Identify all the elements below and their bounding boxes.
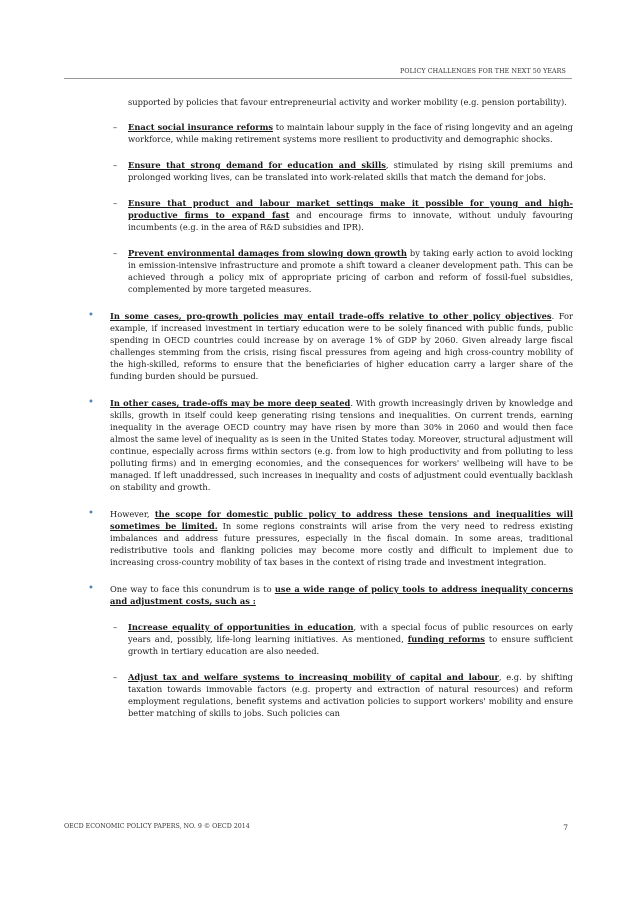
sub-item-lead: Ensure that product and labour market settings make it possible for young and high-productive firms to expand fast	[128, 198, 573, 220]
dash-marker: –	[113, 672, 118, 682]
bullet-policy-tools	[88, 583, 573, 607]
bullet-prefix: However,	[110, 509, 155, 519]
sub-item-emphasis: funding reforms	[407, 634, 485, 644]
footer-text: OECD ECONOMIC POLICY PAPERS, NO. 9 © OECD 2014	[64, 823, 250, 830]
sub-item-body: by taking early action to avoid locking in emission-intensive infrastructure and promote a shift toward a cleaner development path. This can be achieved through a policy mix of appropriate pricing of carbon and reform of fossil-fuel subsidies, complemented by more targeted measures.	[128, 248, 573, 294]
bullet-lead: In some cases, pro-growth policies may entail trade-offs relative to other policy objectives	[110, 311, 552, 321]
dash-marker: –	[113, 122, 118, 132]
bullet-text	[110, 310, 573, 382]
sub-item-lead: Adjust tax and welfare systems to increasing mobility of capital and labour	[128, 672, 499, 682]
bullet-lead: In other cases, trade-offs may be more deep seated	[110, 398, 351, 408]
bullet-deep-seated	[88, 397, 573, 493]
bullet-trade-offs	[88, 310, 573, 382]
page-footer	[64, 823, 568, 830]
sub-item-education-skills	[113, 159, 573, 183]
sub-item-text	[128, 247, 573, 295]
bullet-marker: •	[88, 583, 94, 594]
bullet-body: . For example, if increased investment in tertiary education were to be solely financed with public funds, public spending in OECD countries could increase by on average 1% of GDP by 2060. Given already large fiscal challenges stemming from the crisis, rising fiscal pressures from ageing and high cross-country mobility of the high-skilled, reforms to ensure that the beneficiaries of higher education carry a larger share of the funding burden should be pursued.	[110, 311, 573, 381]
bullet-body: . With growth increasingly driven by knowledge and skills, growth in itself could keep generating rising tensions and inequalities. On current trends, earning inequality in the average OECD country may have risen by more than 30% in 2060 and would then face almost the same level of inequality as is seen in the United States today. Moreover, structural adjustment will continue, especially across firms within sectors (e.g. from low to high productivity and from polluting to less polluting firms) and in emerging economies, and the consequences for workers' wellbeing will have to be managed. If left unaddressed, such increases in inequality and costs of adjustment could eventually backlash on stability and growth.	[110, 398, 573, 492]
sub-item-product-labour	[113, 197, 573, 233]
sub-item-body-end: to ensure sufficient growth in tertiary education are also needed.	[128, 634, 573, 656]
running-header: POLICY CHALLENGES FOR THE NEXT 50 YEARS	[400, 68, 566, 75]
sub-item-body: , with a special focus of public resources on early years and, possibly, life-long learning initiatives. As mentioned,	[128, 622, 573, 644]
dash-marker: –	[113, 248, 118, 258]
sub-item-lead: Prevent environmental damages from slowing down growth	[128, 248, 407, 258]
bullet-limited-scope	[88, 508, 574, 568]
sub-item-equality-education	[113, 621, 573, 657]
bullet-body: In some regions constraints will arise from the very need to redress existing imbalances and address future pressures, especially in the fiscal domain. In some areas, traditional redistributive tools and flanking policies may become more costly and difficult to implement due to increasing cross-country mobility of tax bases in the context of rising trade and investment integration.	[110, 521, 574, 567]
page-body	[0, 96, 638, 719]
sub-item-text	[128, 671, 573, 719]
dash-marker: –	[113, 622, 118, 632]
bullet-marker: •	[88, 397, 94, 408]
sub-item-body: , e.g. by shifting taxation towards immovable factors (e.g. property and extraction of natural resources) and reform employment regulations, benefit systems and activation policies to support workers' mobility and ensure better matching of skills to jobs. Such policies can	[128, 672, 573, 718]
sub-item-body: , stimulated by rising skill premiums and prolonged working lives, can be translated into work-related skills that match the demand for jobs.	[128, 160, 573, 182]
bullet-lead: use a wide range of policy tools to address inequality concerns and adjustment costs, such as :	[110, 584, 573, 606]
sub-item-text	[128, 621, 573, 657]
bullet-marker: •	[88, 310, 94, 321]
bullet-marker: •	[88, 508, 94, 519]
dash-marker: –	[113, 198, 118, 208]
sub-item-lead: Enact social insurance reforms	[128, 122, 274, 132]
header-rule	[64, 78, 572, 79]
sub-item-text	[128, 197, 573, 233]
bullet-lead: the scope for domestic public policy to address these tensions and inequalities will sometimes be limited.	[110, 509, 573, 531]
sub-item-environment	[113, 247, 573, 295]
bullet-text	[110, 583, 573, 607]
bullet-prefix: One way to face this conundrum is to	[110, 584, 275, 594]
sub-item-text	[128, 121, 573, 145]
sub-item-lead: Increase equality of opportunities in education	[128, 622, 354, 632]
sub-item-tax-welfare	[113, 671, 573, 719]
sub-item-text	[128, 159, 573, 183]
bullet-text	[110, 508, 573, 568]
page-number: 7	[563, 823, 568, 832]
bullet-text	[110, 397, 573, 493]
dash-marker: –	[113, 160, 118, 170]
sub-item-social-insurance	[113, 121, 573, 145]
sub-item-body: to maintain labour supply in the face of rising longevity and an ageing workforce, while making retirement systems more resilient to productivity and demographic shocks.	[128, 122, 573, 144]
sub-item-body: and encourage firms to innovate, without unduly favouring incumbents (e.g. in the area of R&D subsidies and IPR).	[128, 210, 573, 232]
sub-item-lead: Ensure that strong demand for education and skills	[128, 160, 386, 170]
continuation-paragraph: supported by policies that favour entrepreneurial activity and worker mobility (e.g. pension portability).	[128, 97, 567, 107]
